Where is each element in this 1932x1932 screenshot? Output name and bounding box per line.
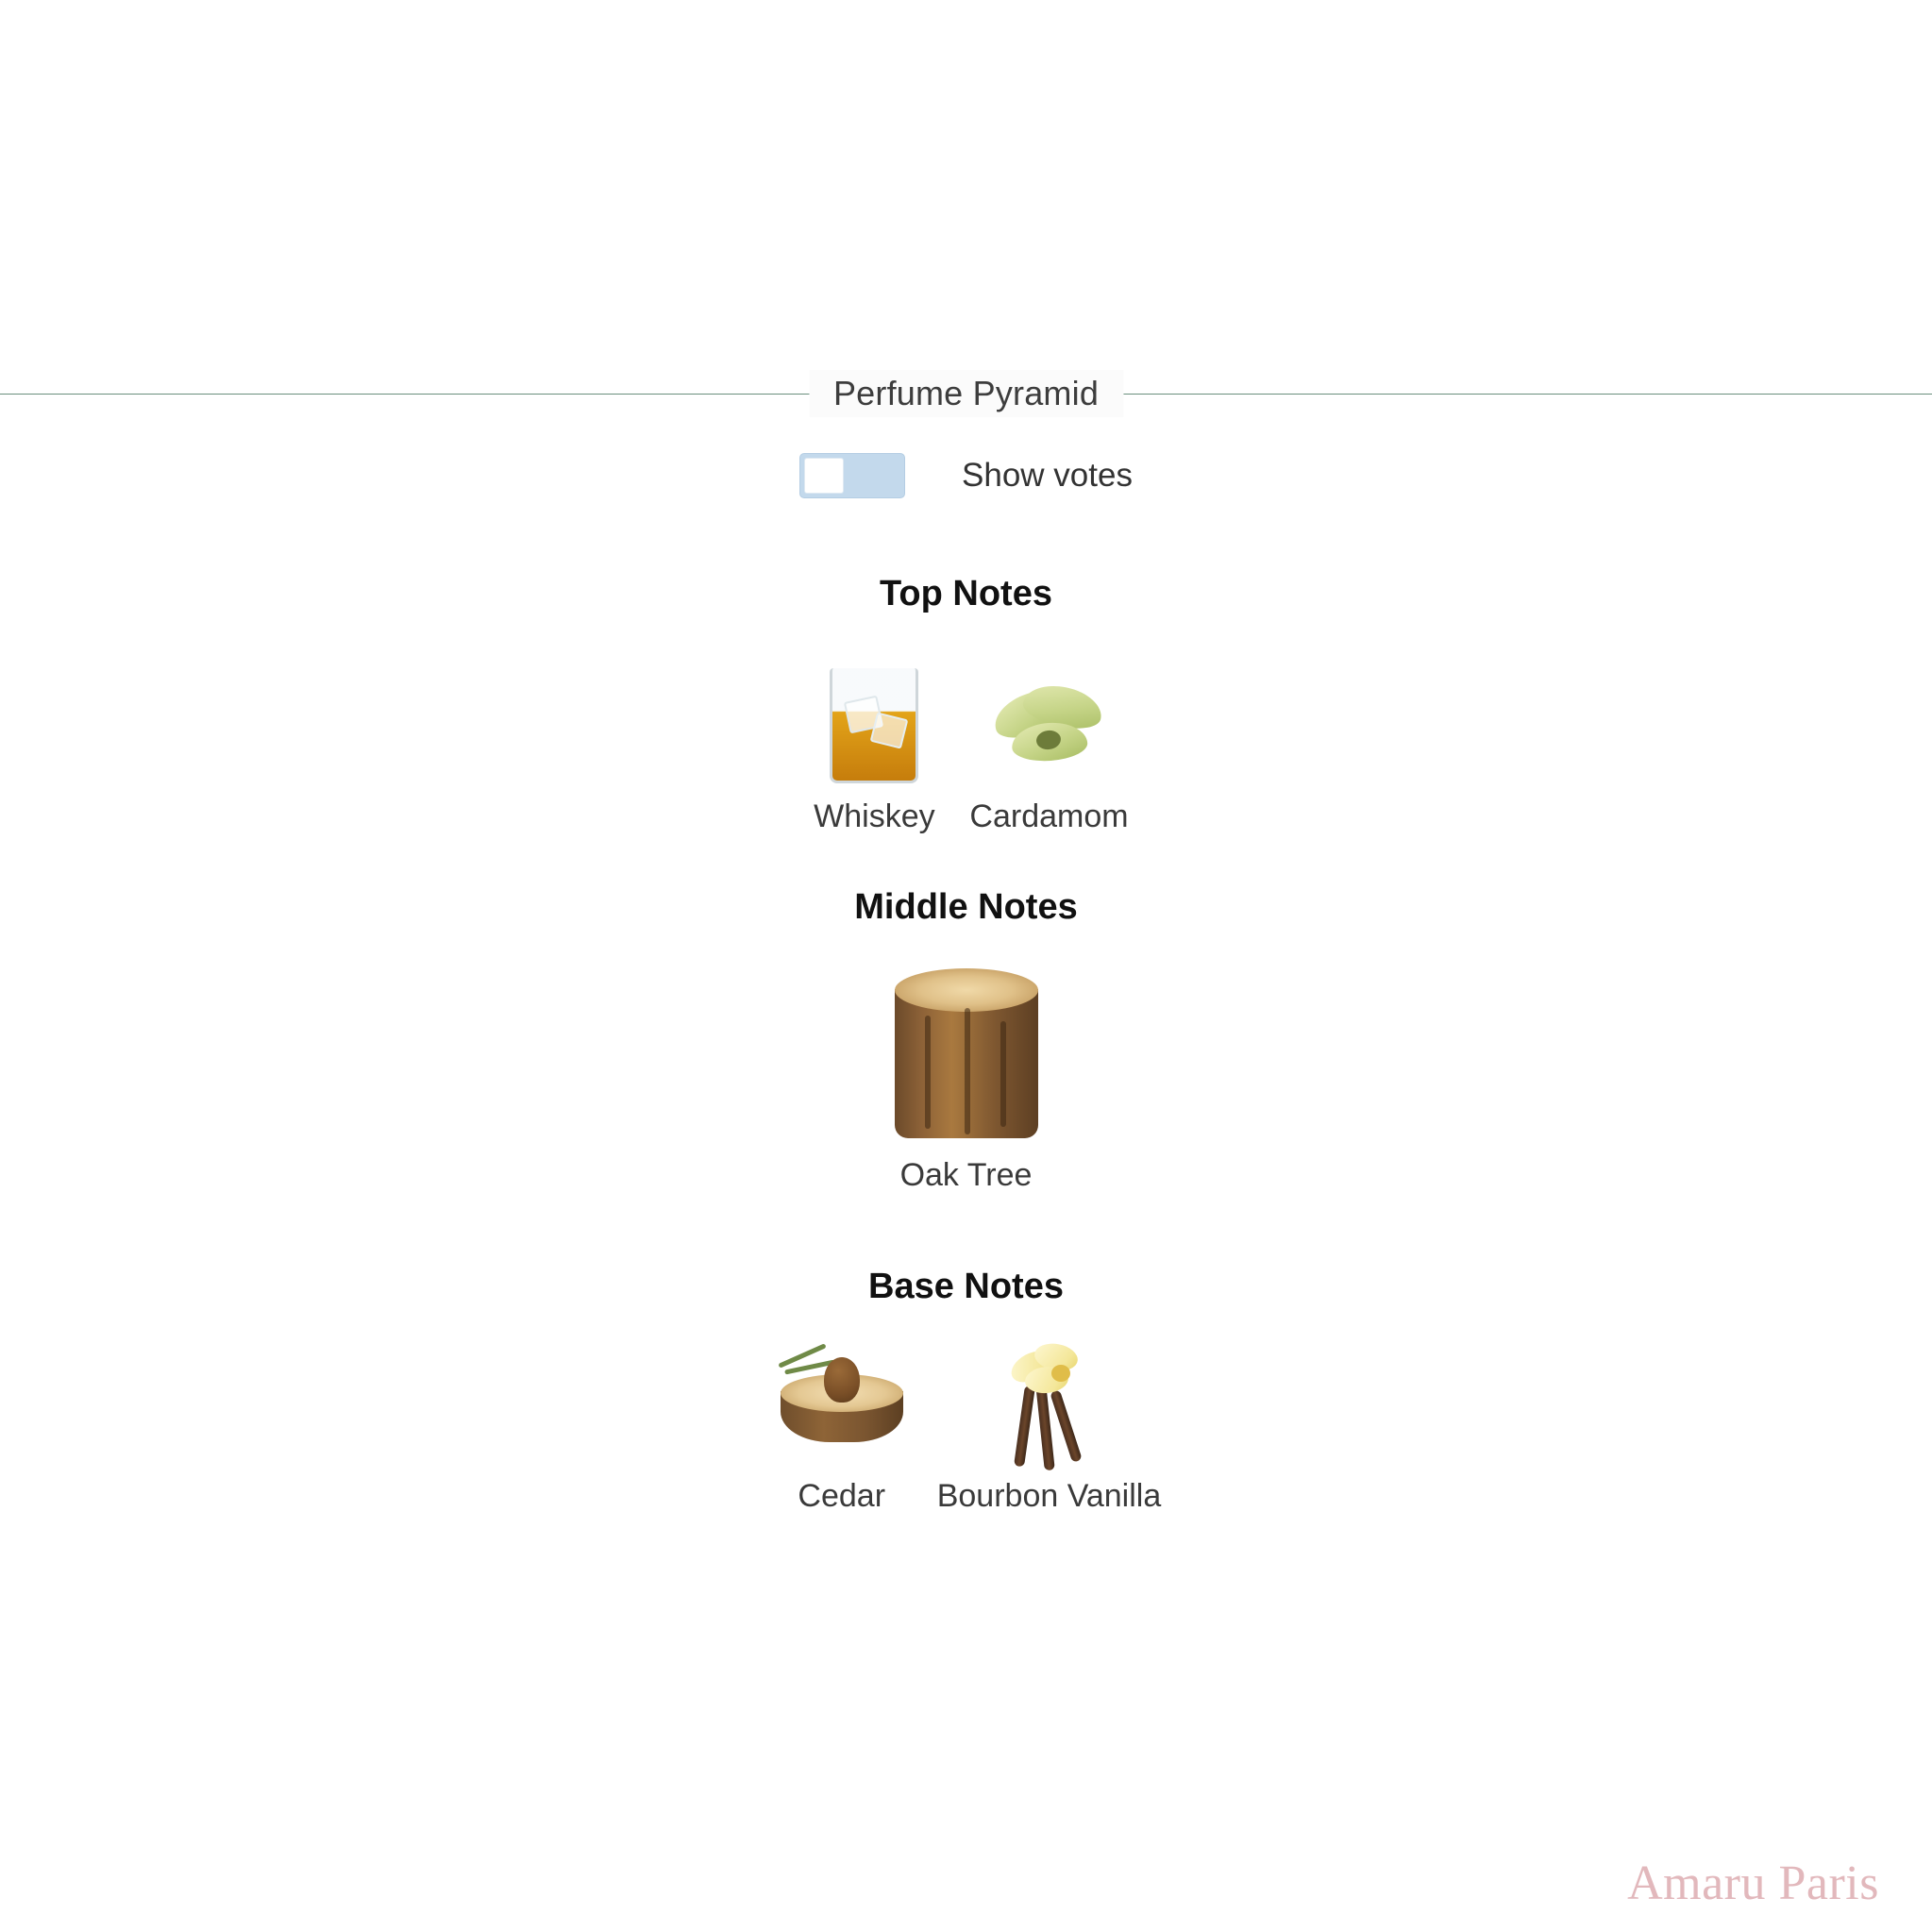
note-label: Cardamom [969, 798, 1129, 834]
section-divider [0, 370, 1932, 419]
note-label: Bourbon Vanilla [936, 1478, 1162, 1514]
group-heading-middle-notes: Middle Notes [854, 887, 1078, 927]
cardamom-pods-icon [978, 661, 1119, 793]
page-title: Perfume Pyramid [809, 370, 1123, 417]
oak-trunk-icon [882, 963, 1051, 1151]
notes-row-top [0, 661, 1932, 835]
note-item[interactable] [937, 1340, 1162, 1515]
group-heading-top-notes: Top Notes [880, 574, 1052, 613]
group-heading-base-notes: Base Notes [868, 1267, 1064, 1306]
notes-row-base [0, 1340, 1932, 1515]
note-item[interactable] [771, 1340, 913, 1515]
whiskey-glass-icon [803, 661, 945, 793]
show-votes-toggle[interactable] [799, 453, 905, 498]
note-item[interactable] [969, 661, 1128, 835]
toggle-knob [804, 458, 844, 494]
note-label: Whiskey [814, 798, 935, 834]
note-label: Cedar [798, 1478, 886, 1514]
brand-watermark: Amaru Paris [1627, 1856, 1879, 1910]
note-item[interactable] [803, 661, 945, 835]
note-label: Oak Tree [899, 1157, 1033, 1193]
show-votes-row [0, 453, 1932, 498]
notes-row-middle [0, 963, 1932, 1194]
cedar-slab-icon [771, 1340, 913, 1472]
show-votes-label: Show votes [962, 457, 1133, 494]
note-item[interactable] [882, 963, 1051, 1194]
vanilla-flower-icon [978, 1340, 1119, 1472]
